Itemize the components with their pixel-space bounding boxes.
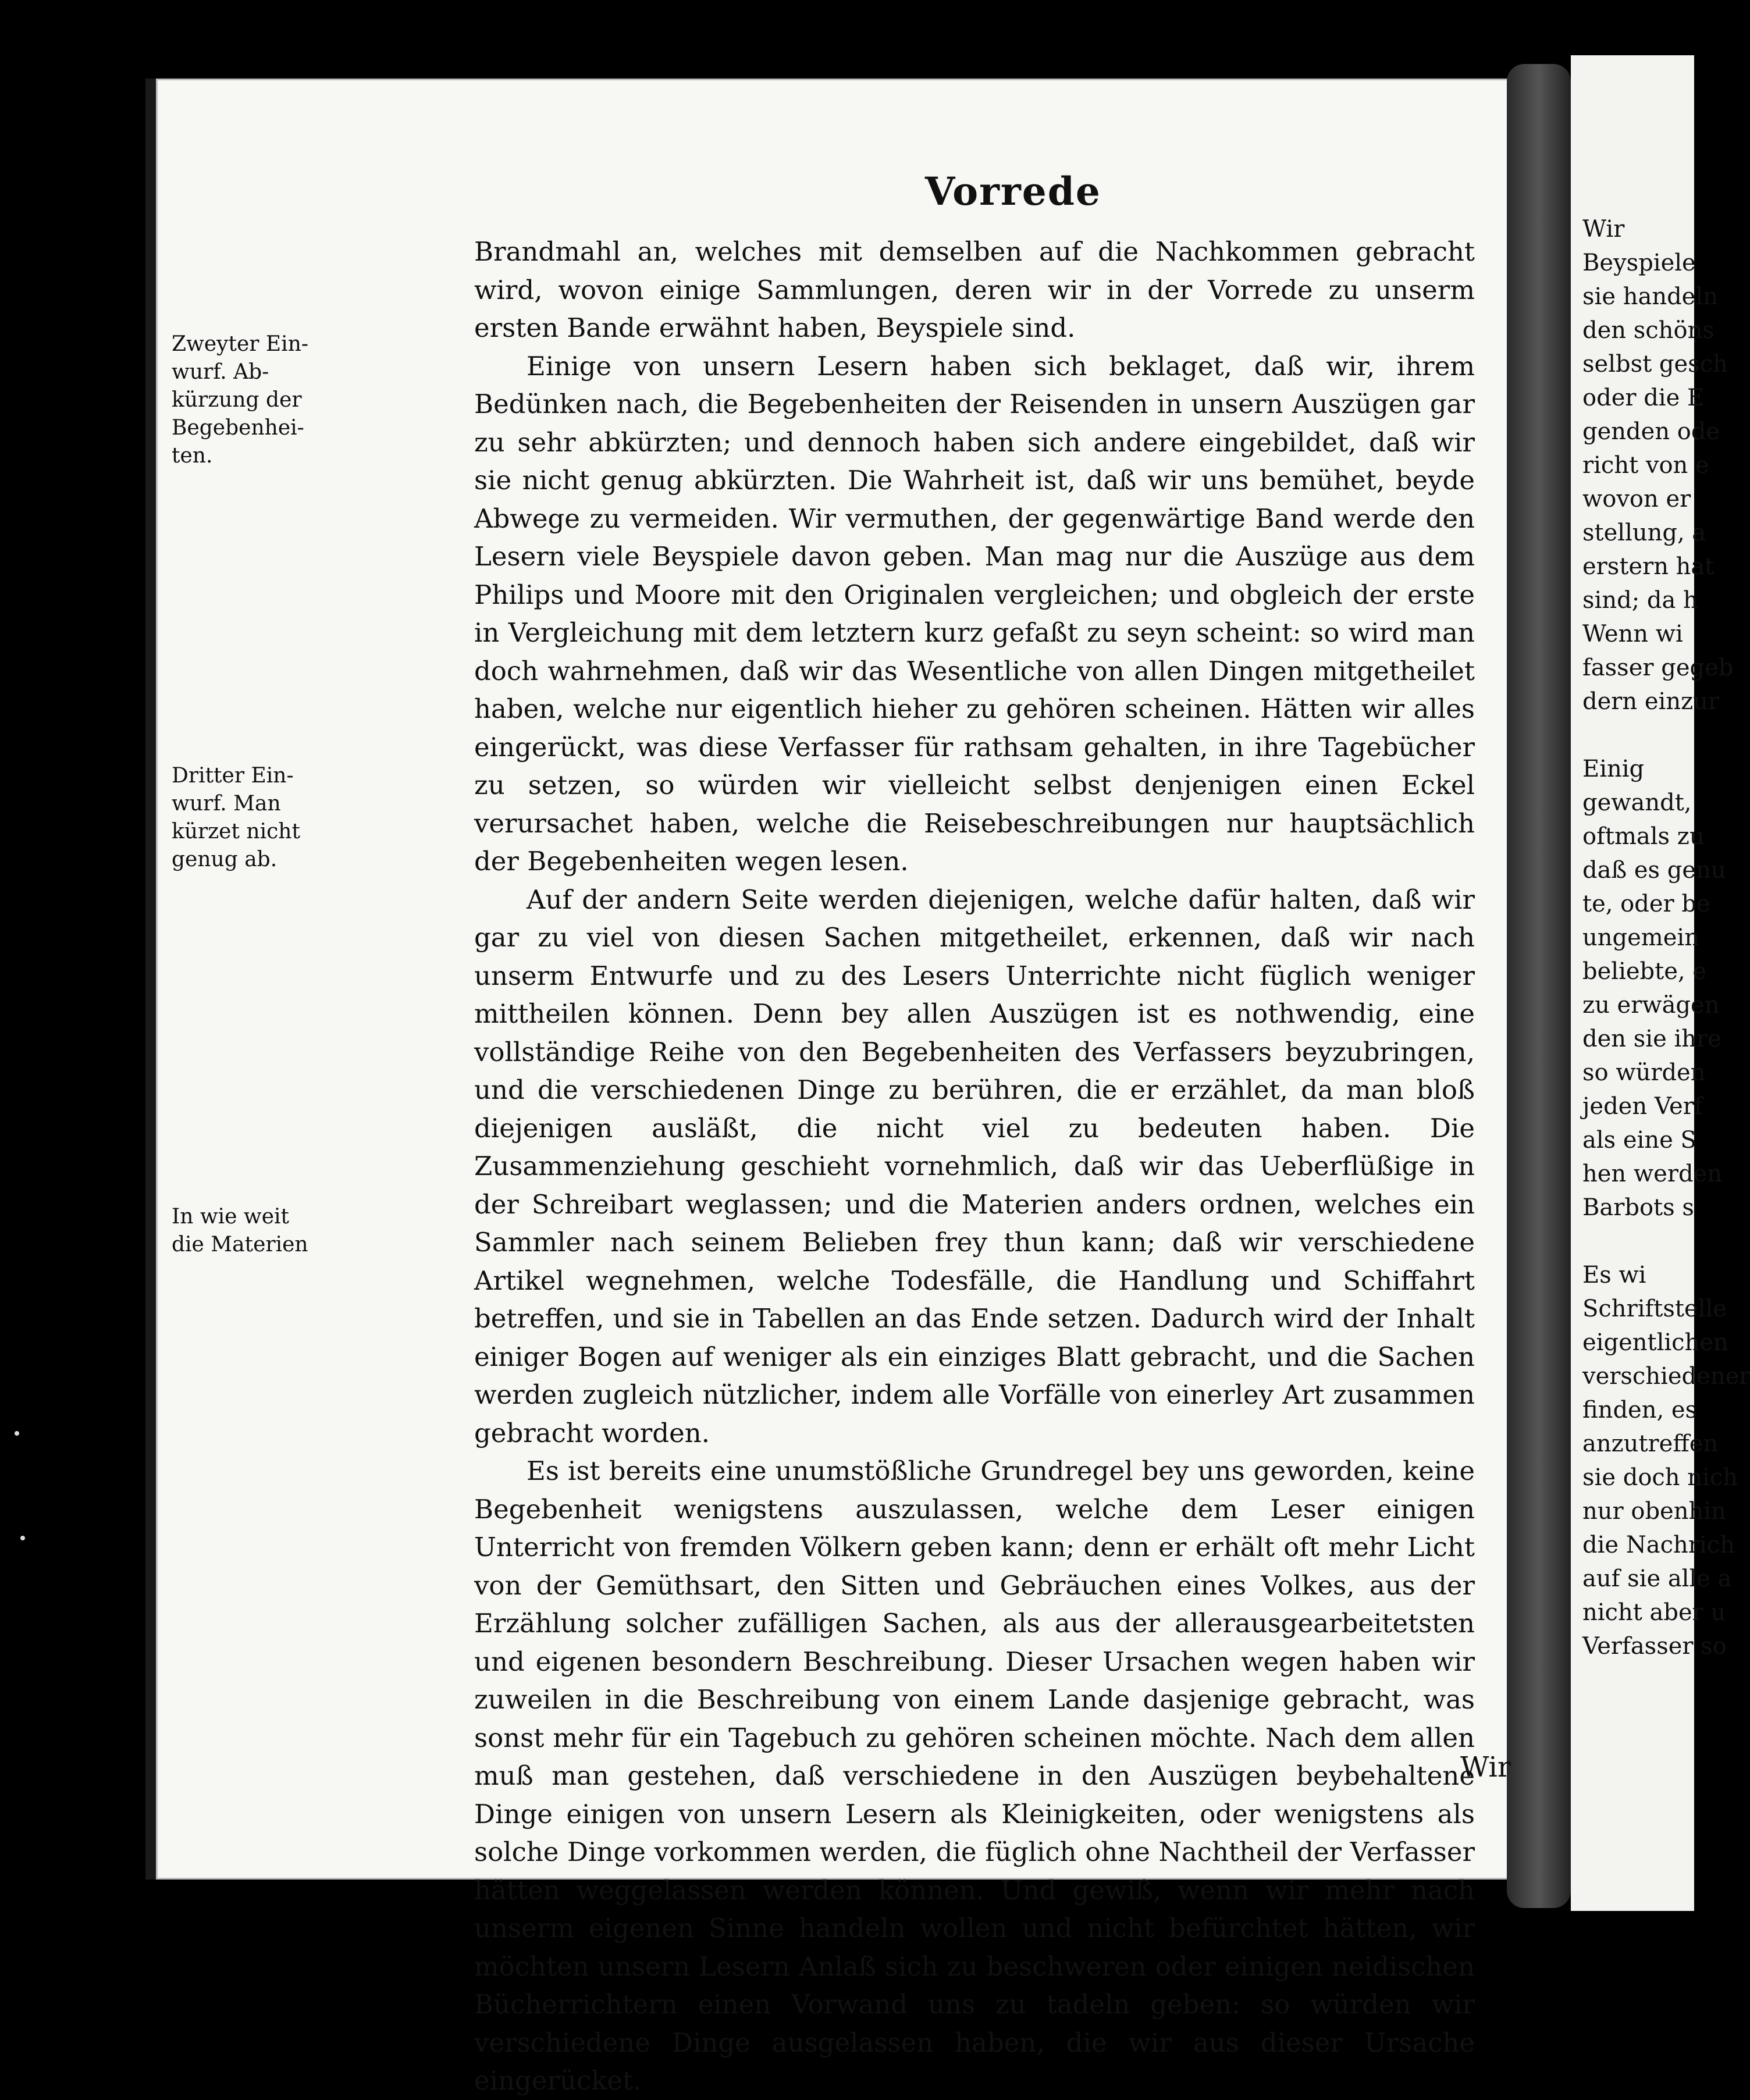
book-spine xyxy=(1507,64,1571,1908)
right-page-line: erstern hat xyxy=(1582,553,1715,580)
right-page-line: Wenn wi xyxy=(1582,621,1683,647)
paragraph: Auf der andern Seite werden diejenigen, welche dafür halten, daß wir gar zu viel von diesen Sachen mitgetheilet, erkennen, daß wir nach unserm Entwurfe und zu des Lesers Unterrichte nicht füglich weniger mittheilen können. Denn bey allen Auszügen ist es nothwendig, eine vollständige Reihe von den Begebenheiten des Verfassers beyzubringen, und die verschiedenen Dinge zu berühren, die er erzählet, da man bloß diejenigen ausläßt, die nicht viel zu bedeuten haben. Die Zusammenziehung geschieht vornehmlich, daß wir das Ueberflüßige in der Schreibart weglassen; und die Materien anders ordnen, welches ein Sammler nach seinem Belieben frey thun kann; daß wir verschiedene Artikel wegnehmen, welche Todesfälle, die Handlung und Schiffahrt betreffen, und sie in Tabellen an das Ende setzen. Dadurch wird der Inhalt einiger Bogen auf weniger als ein einziges Blatt gebracht, und die Sachen werden zugleich nützlicher, indem alle Vorfälle von einerley Art zusammen gebracht worden. xyxy=(474,884,1475,1448)
right-page-line: den schöns xyxy=(1582,317,1715,344)
right-page-line: hen werden xyxy=(1582,1161,1722,1187)
margin-note-line: kürzet nicht xyxy=(172,820,300,843)
main-text-body xyxy=(474,233,1475,2100)
speck xyxy=(20,1536,25,1540)
paragraph: Einige von unsern Lesern haben sich beklaget, daß wir, ihrem Bedünken nach, die Begebenheiten der Reisenden in unsern Auszügen gar zu sehr abkürzten; und dennoch haben sich andere eingebildet, daß wir sie nicht genug abkürzten. Die Wahrheit ist, daß wir uns bemühet, beyde Abwege zu vermeiden. Wir vermuthen, der gegenwärtige Band werde den Lesern viele Beyspiele davon geben. Man mag nur die Auszüge aus dem Philips und Moore mit den Originalen vergleichen; und obgleich der erste in Vergleichung mit dem letztern kurz gefaßt zu seyn scheint: so wird man doch wahrnehmen, daß wir das Wesentliche von allen Dingen mitgetheilet haben, welche nur eigentlich hieher zu gehören scheinen. Hätten wir alles eingerückt, was diese Verfasser für rathsam gehalten, in ihre Tagebücher zu setzen, so würden wir vielleicht selbst denjenigen einen Eckel verursachet haben, welche die Reisebeschreibungen nur hauptsächlich der Begebenheiten wegen lesen. xyxy=(474,350,1475,877)
margin-note-line: Dritter Ein- xyxy=(172,764,294,788)
right-page-line xyxy=(1571,718,1694,752)
right-page-line: auf sie alle a xyxy=(1582,1565,1732,1592)
right-page-line: Schriftstelle xyxy=(1582,1295,1727,1322)
right-page-line: anzutreffen xyxy=(1582,1430,1719,1457)
right-page-line: Es wi xyxy=(1582,1262,1646,1289)
right-page-line: zu erwägen xyxy=(1582,992,1720,1019)
right-page-line: nicht aber u xyxy=(1582,1599,1726,1626)
right-page-line: Beyspiele xyxy=(1582,250,1696,276)
right-page-line: nur obenhin xyxy=(1582,1498,1726,1525)
right-page-line: ungemein xyxy=(1582,924,1699,951)
right-page-line: jeden Verf xyxy=(1582,1093,1703,1120)
book-page-right xyxy=(1571,55,1750,1911)
right-page-line: oftmals zu xyxy=(1582,823,1705,850)
margin-note-line: In wie weit xyxy=(172,1205,290,1229)
right-page-line: so würden xyxy=(1582,1059,1706,1086)
margin-note-line: kürzung der xyxy=(172,388,302,412)
paragraph: Es ist bereits eine unumstößliche Grundregel bey uns geworden, keine Begebenheit wenigstens auszulassen, welche dem Leser einigen Unterricht von fremden Völkern geben kann; denn er erhält oft mehr Licht von der Gemüthsart, den Sitten und Gebräuchen eines Volkes, aus der Erzählung solcher zufälligen Sachen, als aus der allerausgearbeitetsten und eigenen besondern Beschreibung. Dieser Ursachen wegen haben wir zuweilen in die Beschreibung von einem Lande dasjenige gebracht, was sonst mehr für ein Tagebuch zu gehören scheinen möchte. Nach dem allen muß man gestehen, daß verschiedene in den Auszügen beybehaltene Dinge einigen von unsern Lesern als Kleinigkeiten, oder wenigstens als solche Dinge vorkommen werden, die füglich ohne Nachtheil der Verfasser hätten weggelassen werden können. Und gewiß, wenn wir mehr nach unserm eigenen Sinne handeln wollen und nicht befürchtet hätten, wir möchten unsern Lesern Anlaß sich zu beschweren oder einigen neidischen Bücherrichtern einen Vorwand uns zu tadeln geben: so würden wir verschiedene Dinge ausgelassen haben, die wir aus dieser Ursache eingerücket. xyxy=(474,1455,1475,2096)
right-page-line: Verfasser so xyxy=(1582,1633,1727,1660)
margin-note-line: ten. xyxy=(172,444,213,468)
right-page-line: genden ode xyxy=(1582,418,1720,445)
paragraph: Brandmahl an, welches mit demselben auf die Nachkommen gebracht wird, wovon einige Sammlungen, deren wir in der Vorrede zu unserm ersten Bande erwähnt haben, Beyspiele sind. xyxy=(474,236,1475,343)
right-page-line: oder die E xyxy=(1582,385,1705,411)
right-page-line: beliebte, e xyxy=(1582,958,1706,985)
page-header: Vorrede xyxy=(925,169,1101,214)
right-page-line: selbst gesch xyxy=(1582,351,1728,378)
right-page-line: als eine S xyxy=(1582,1127,1696,1154)
speck xyxy=(15,1431,19,1436)
right-page-line: finden, es xyxy=(1582,1397,1698,1423)
right-page-line xyxy=(1571,1225,1694,1258)
right-page-line: sie doch nich xyxy=(1582,1464,1738,1491)
right-page-line: Wir xyxy=(1582,216,1625,243)
margin-note-line: Zweyter Ein- xyxy=(172,332,309,356)
margin-note-line: wurf. Ab- xyxy=(172,360,269,384)
right-page-line: die Nachrich xyxy=(1582,1532,1735,1558)
right-page-line: fasser gegeb xyxy=(1582,654,1734,681)
catchword: Wir xyxy=(1460,1751,1511,1784)
right-page-line: sind; da h xyxy=(1582,587,1698,614)
right-page-line: verschiedener xyxy=(1582,1363,1750,1390)
right-page-line: wovon er xyxy=(1582,486,1691,512)
margin-note-1 xyxy=(172,330,311,470)
right-page-line: Barbots s xyxy=(1582,1194,1694,1221)
right-page-line: eigentlichen xyxy=(1582,1329,1728,1356)
right-page-line: Einig xyxy=(1582,756,1645,782)
margin-note-line: Begebenhei- xyxy=(172,416,304,440)
right-page-line: sie handeln xyxy=(1582,283,1718,310)
margin-note-3 xyxy=(172,1203,311,1259)
margin-note-line: die Materien xyxy=(172,1233,308,1257)
margin-note-line: wurf. Man xyxy=(172,792,281,816)
margin-note-2 xyxy=(172,762,311,874)
right-page-line: stellung, a xyxy=(1582,519,1706,546)
right-page-line: dern einzur xyxy=(1582,688,1720,715)
right-page-line: den sie ihre xyxy=(1582,1026,1721,1052)
right-page-line: richt von e xyxy=(1582,452,1709,479)
right-page-line: daß es genu xyxy=(1582,857,1726,884)
right-page-line: te, oder be xyxy=(1582,891,1710,917)
margin-note-line: genug ab. xyxy=(172,848,278,871)
right-page-line: gewandt, xyxy=(1582,789,1692,816)
